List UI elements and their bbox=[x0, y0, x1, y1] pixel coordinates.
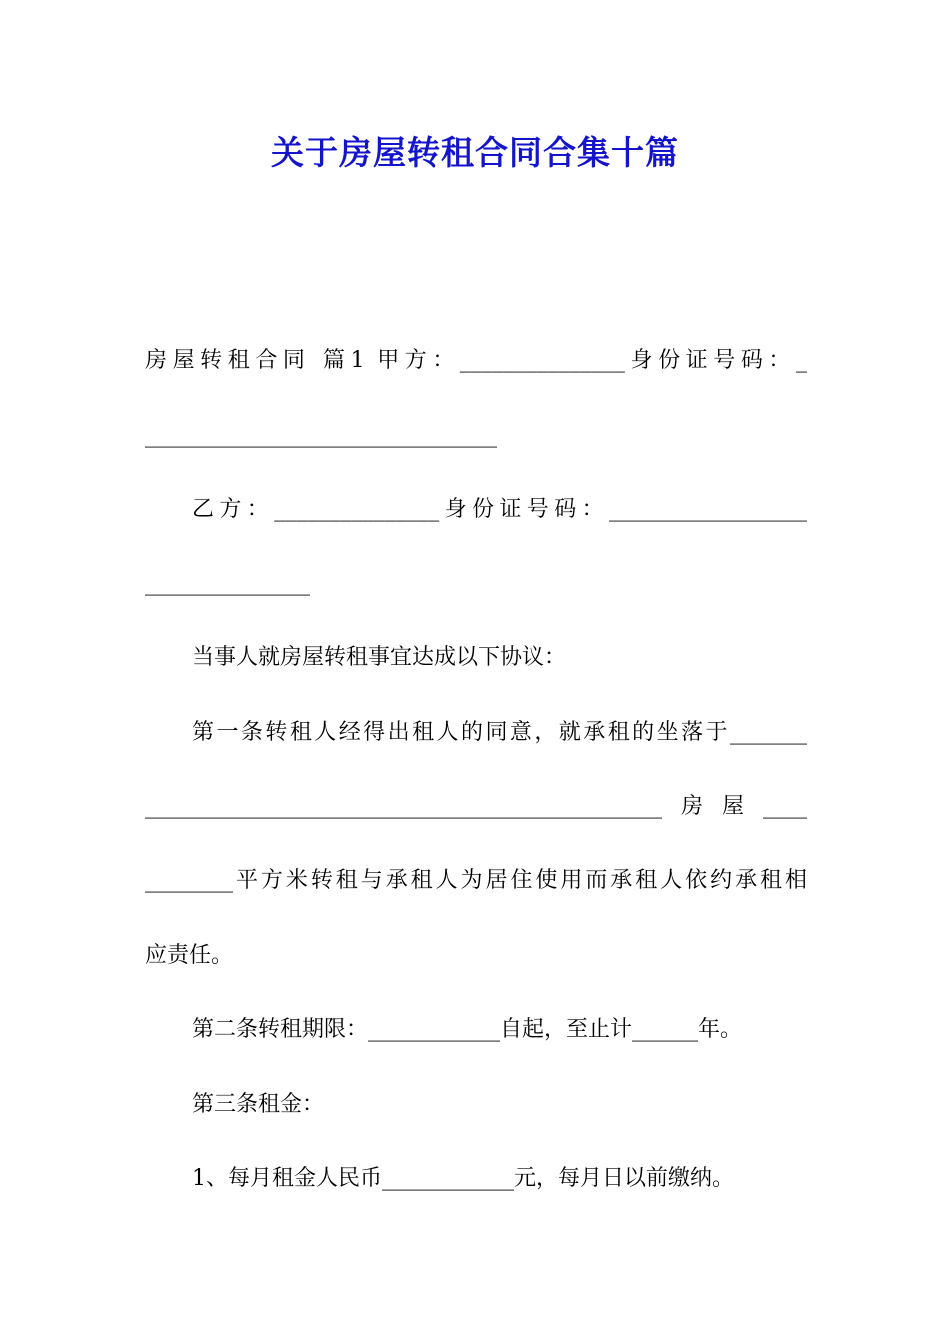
article-1-line-1: 第一条转租人经得出租人的同意，就承租的坐落于_______ bbox=[192, 720, 807, 745]
article-1-line-2: _______________________________________________房屋____ bbox=[145, 794, 807, 819]
party-b-id-blank-line: _______________ bbox=[145, 571, 310, 596]
article-1-line-3: ________平方米转租与承租人为居住使用而承租人依约承租相 bbox=[145, 868, 807, 893]
id-number-blank-line: ________________________________ bbox=[145, 423, 497, 448]
agreement-intro-line: 当事人就房屋转租事宜达成以下协议： bbox=[192, 645, 567, 670]
article-3-heading: 第三条租金： bbox=[192, 1092, 325, 1117]
rent-clause-line: 1、每月租金人民币____________元，每月日以前缴纳。 bbox=[192, 1166, 734, 1191]
document-title: 关于房屋转租合同合集十篇 bbox=[271, 133, 679, 172]
party-b-line: 乙方：_______________身份证号码：__________________ bbox=[192, 497, 807, 522]
article-1-line-4: 应责任。 bbox=[145, 943, 234, 968]
article-2-line: 第二条转租期限：____________自起，至止计______年。 bbox=[192, 1017, 743, 1042]
contract-heading-line: 房屋转租合同 篇1 甲方：_______________身份证号码：_ bbox=[145, 348, 807, 373]
